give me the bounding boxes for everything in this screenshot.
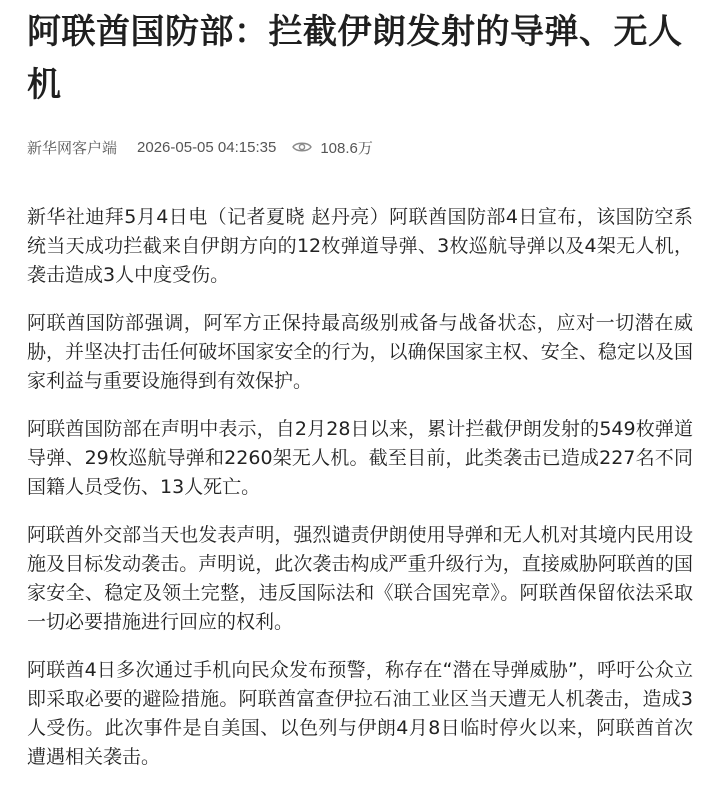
paragraph: 阿联酋外交部当天也发表声明，强烈谴责伊朗使用导弹和无人机对其境内民用设施及目标发动袭击。声明说，此次袭击构成严重升级行为，直接威胁阿联酋的国家安全、稳定及领土完整，违反国际法和《联合国宪章》。阿联酋保留依法采取一切必要措施进行回应的权利。 [27, 524, 693, 633]
article-source[interactable]: 新华网客户端 [27, 138, 118, 157]
publish-time: 2026-05-05 04:15:35 [137, 138, 277, 156]
article-body [27, 203, 699, 772]
paragraph: 新华社迪拜5月4日电（记者夏晓 赵丹亮）阿联酋国防部4日宣布，该国防空系统当天成功拦截来自伊朗方向的12枚弹道导弹、3枚巡航导弹以及4架无人机，袭击造成3人中度受伤。 [27, 206, 693, 286]
eye-icon [292, 140, 312, 154]
paragraph: 阿联酋国防部强调，阿军方正保持最高级别戒备与战备状态，应对一切潜在威胁，并坚决打击任何破坏国家安全的行为，以确保国家主权、安全、稳定以及国家利益与重要设施得到有效保护。 [27, 312, 693, 392]
paragraph: 阿联酋国防部在声明中表示，自2月28日以来，累计拦截伊朗发射的549枚弹道导弹、29枚巡航导弹和2260架无人机。截至目前，此类袭击已造成227名不同国籍人员受伤、13人死亡。 [27, 418, 693, 498]
paragraph: 阿联酋4日多次通过手机向民众发布预警，称存在“潜在导弹威胁”，呼吁公众立即采取必要的避险措施。阿联酋富查伊拉石油工业区当天遭无人机袭击，造成3人受伤。此次事件是自美国、以色列与伊朗4月8日临时停火以来，阿联酋首次遭遇相关袭击。 [27, 659, 693, 768]
article [27, 0, 699, 791]
article-title: 阿联酋国防部：拦截伊朗发射的导弹、无人机 [27, 12, 683, 105]
article-meta [27, 135, 699, 159]
view-count: 108.6万 [320, 139, 373, 157]
